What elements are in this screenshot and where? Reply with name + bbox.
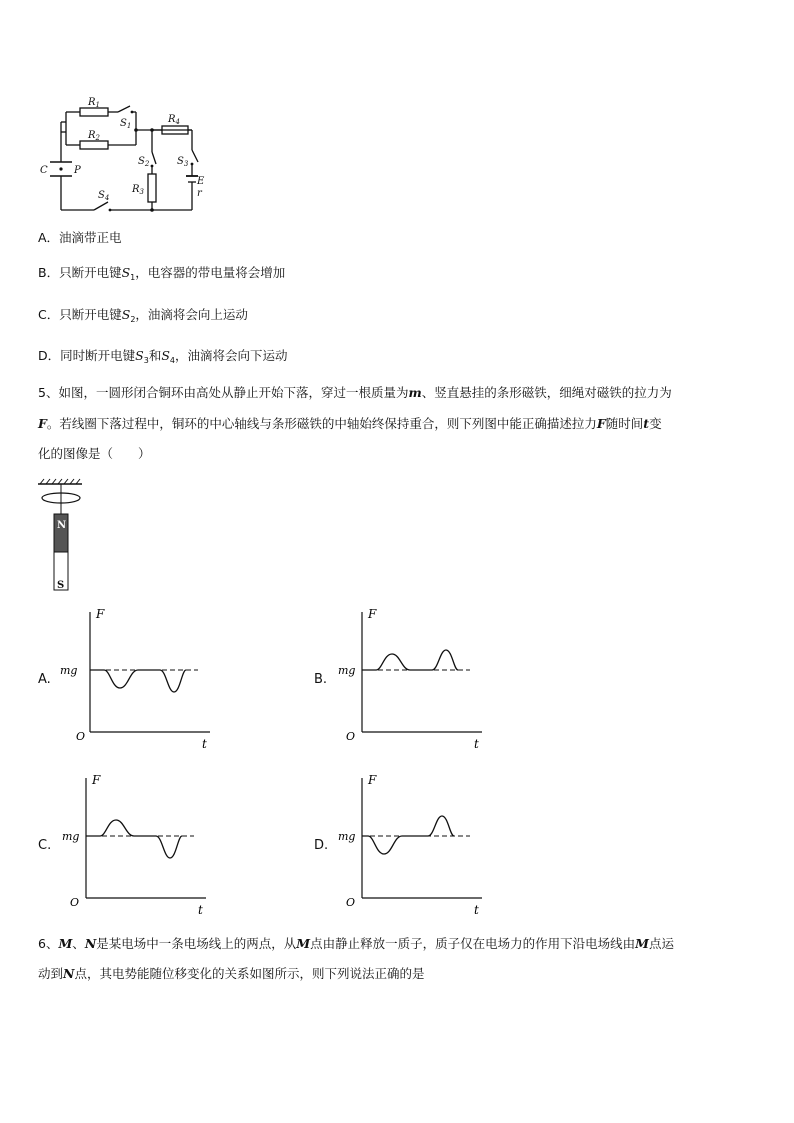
graph-b-origin: O <box>346 730 356 743</box>
label-R4: $R_4$ <box>168 114 180 126</box>
magnet-n-label: N <box>57 520 67 531</box>
label-R3: $R_3$ <box>132 184 144 196</box>
graph-d-origin: O <box>346 896 356 909</box>
label-S1: $S_1$ <box>120 118 132 130</box>
graph-b-option: B. <box>314 672 328 687</box>
graph-c-origin: O <box>70 896 80 909</box>
graph-c-ylabel: F <box>92 773 101 787</box>
graph-b-ylabel: F <box>368 607 377 621</box>
circuit-diagram <box>36 92 216 217</box>
graph-c-option: C. <box>38 838 52 853</box>
graph-d-xlabel: t <box>474 903 479 917</box>
graph-a-option: A. <box>38 672 51 687</box>
graph-a-curve <box>90 670 186 692</box>
graph-d-mg: mg <box>338 830 356 843</box>
graph-d-option: D. <box>314 838 329 853</box>
graph-a-xlabel: t <box>202 737 207 751</box>
graph-c-xlabel: t <box>198 903 203 917</box>
label-P: P <box>74 165 81 176</box>
graph-b <box>340 600 500 750</box>
q5-line-2: F。若线圈下落过程中，铜环的中心轴线与条形磁铁的中轴始终保持重合，则下列图中能正确描述拉力F随时间t变 <box>38 416 662 431</box>
graph-b-mg: mg <box>338 664 356 677</box>
graph-c-mg: mg <box>62 830 80 843</box>
label-S4: $S_4$ <box>98 190 110 202</box>
label-E: E <box>197 176 205 187</box>
graph-a-origin: O <box>76 730 86 743</box>
label-S2: $S_2$ <box>138 156 150 168</box>
q4-option-b: B．只断开电键$S_1$，电容器的带电量将会增加 <box>38 265 286 282</box>
q6-line-2: 动到N点，其电势能随位移变化的关系如图所示，则下列说法正确的是 <box>38 966 425 981</box>
q6-line-1: 6、M、N是某电场中一条电场线上的两点，从M点由静止释放一质子，质子仅在电场力的作用下沿电场线由M点运 <box>38 936 674 951</box>
q4-option-c: C．只断开电键$S_2$，油滴将会向上运动 <box>38 307 248 324</box>
graph-a-mg: mg <box>60 664 78 677</box>
label-r: r <box>197 188 202 199</box>
graph-d-ylabel: F <box>368 773 377 787</box>
q4-option-d: D．同时断开电键$S_3$和$S_4$，油滴将会向下运动 <box>38 348 288 365</box>
label-S3: $S_3$ <box>177 156 189 168</box>
label-R2: $R_2$ <box>88 130 100 142</box>
graph-b-xlabel: t <box>474 737 479 751</box>
graph-d <box>340 766 500 916</box>
label-R1: $R_1$ <box>88 97 100 109</box>
graph-a <box>60 600 228 751</box>
q5-line-3: 化的图像是（ ） <box>38 446 151 461</box>
graph-c <box>64 766 224 916</box>
graph-d-curve <box>362 816 454 854</box>
magnet-ring-figure <box>34 478 94 594</box>
graph-b-curve <box>362 650 458 670</box>
label-C: C <box>40 165 48 176</box>
graph-c-curve <box>86 820 182 858</box>
graph-a-ylabel: F <box>96 607 105 621</box>
magnet-s-label: S <box>57 580 65 591</box>
q5-line-1: 5、如图，一圆形闭合铜环由高处从静止开始下落，穿过一根质量为m、竖直悬挂的条形磁铁，细绳对磁铁的拉力为 <box>38 385 672 400</box>
q4-option-a: A．油滴带正电 <box>38 230 122 245</box>
